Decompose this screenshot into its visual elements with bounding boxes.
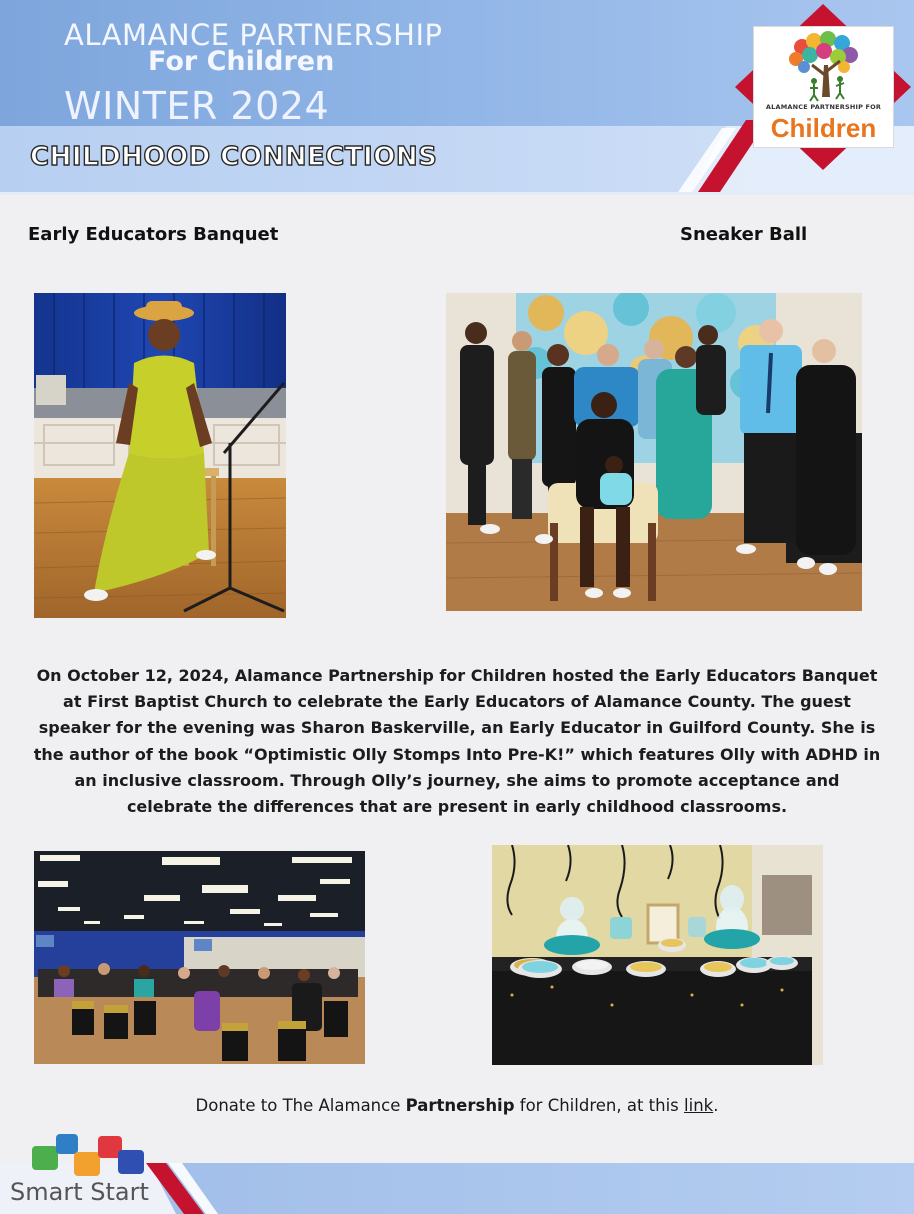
donate-link[interactable]: link: [684, 1096, 714, 1115]
issue-season: WINTER 2024: [64, 84, 330, 128]
sneaker-ball-group-photo: [446, 293, 862, 611]
donate-middle: for Children, at this: [514, 1096, 685, 1115]
section-title-banquet: Early Educators Banquet: [28, 224, 279, 245]
donate-bold-word: Partnership: [405, 1096, 515, 1115]
donate-suffix: .: [713, 1096, 719, 1115]
speaker-photo: [34, 293, 286, 618]
org-name-line2: For Children: [148, 46, 335, 77]
logo-children-text: Children: [770, 113, 877, 143]
section-title-sneaker-ball: Sneaker Ball: [680, 224, 808, 245]
smart-start-brand: Smart Start: [10, 1178, 149, 1206]
smart-start-logo-icon: [32, 1132, 152, 1178]
tree-logo-icon: [784, 31, 864, 103]
newsletter-title: CHILDHOOD CONNECTIONS: [30, 142, 438, 172]
article-paragraph: On October 12, 2024, Alamance Partnership for Children hosted the Early Educators Banquet at First Baptist Church to celebrate the Early Educators of Alamance County. The guest speaker for the evening was Sharon Baskerville, an Early Educator in Guilford County. She is the author of the book “Optimistic Olly Stomps Into Pre-K!” which features Olly with ADHD in an inclusive classroom. Through Olly’s journey, she aims to promote acceptance and celebrate the differences that are present in early childhood classrooms.: [33, 666, 881, 817]
org-name-line1: ALAMANCE PARTNERSHIP: [64, 18, 443, 52]
donate-line: [0, 1096, 914, 1115]
donate-prefix: Donate to The Alamance: [195, 1096, 406, 1115]
banquet-hall-photo: [34, 851, 365, 1064]
logo-subtext: ALAMANCE PARTNERSHIP FOR: [765, 103, 882, 111]
candy-table-photo: [492, 845, 823, 1065]
partnership-logo: [753, 26, 894, 148]
